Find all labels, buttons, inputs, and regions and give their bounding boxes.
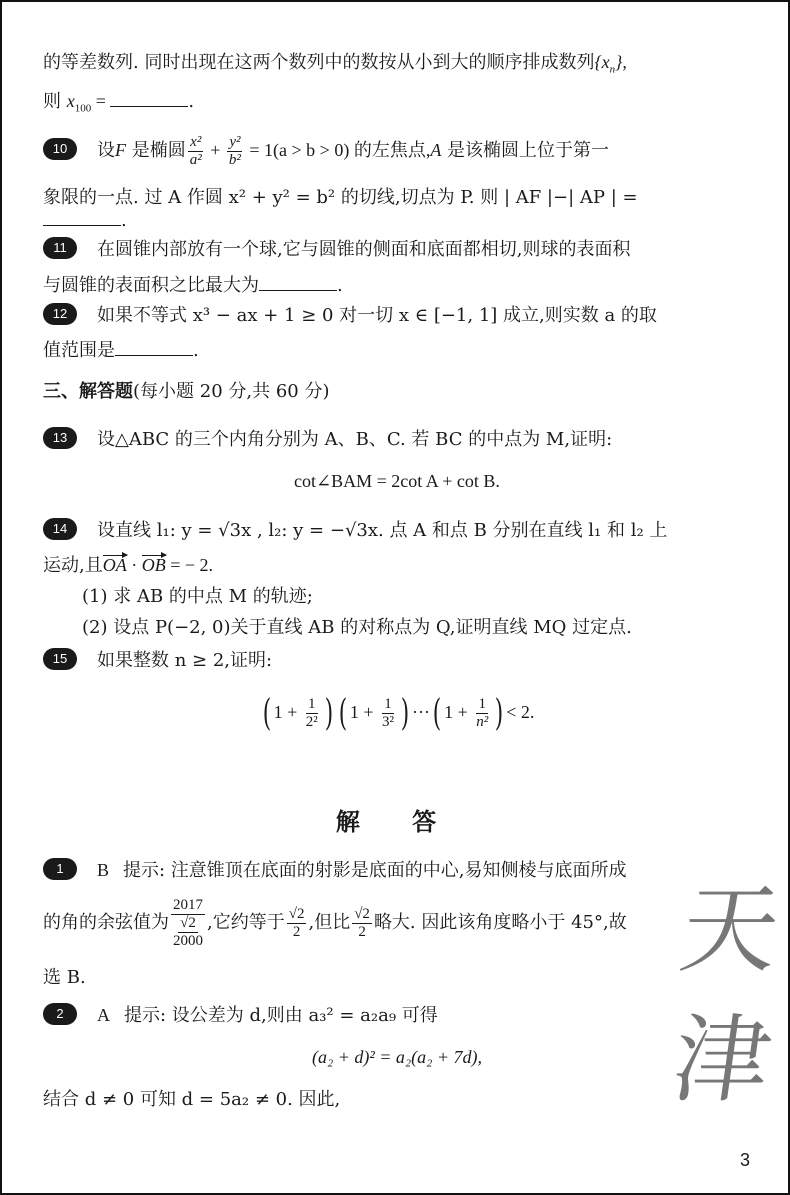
paren-open: ( [432,692,442,734]
a1-line3: 选 B. [43,967,86,988]
answer-blank [115,337,193,356]
problem-14 [43,519,667,543]
frac-den: 2000 [173,932,203,949]
p14-pre: 运动,且 [43,555,103,576]
p10-t4: 是该椭圆上位于第一 [441,140,610,161]
p15-formula [2,692,790,734]
a1-mid2: ,但比 [308,912,351,933]
problem-15 [43,649,272,673]
inequality-tail: < 2. [506,702,535,722]
vector-OA: OA [102,555,127,575]
p9-line1 [43,50,627,75]
p9-var-sub: 100 [74,102,92,115]
p11-line2 [43,272,343,298]
a2-line3: 结合 d ≠ 0 可知 d = 5a₂ ≠ 0. 因此, [43,1089,341,1110]
frac-den: 2 [358,923,366,940]
p9-end: . [188,91,195,112]
section-heading [43,380,329,404]
dot-product: · [126,555,142,575]
problem-number-badge: 14 [43,518,77,540]
frac-num: x² [190,133,202,150]
seq-sub: n [609,63,616,76]
fraction-1-over-2sq [304,696,320,731]
answer-1 [43,858,627,883]
p9-eq: = [91,91,111,111]
problem-10 [43,130,609,171]
problem-number-badge: 11 [43,237,77,259]
sqrt2-over-2 [287,906,307,941]
problem-number-badge: 13 [43,427,77,449]
plus-sign: + [205,140,225,160]
p11-end: . [337,275,343,296]
answer-choice: B [97,860,110,880]
p14-sub1: (1) 求 AB 的中点 M 的轨迹; [82,586,313,607]
p10-A: A [430,140,442,160]
problem-number-badge: 10 [43,138,77,160]
p12-text: 值范围是 [43,340,115,361]
p9-pre: 则 [43,91,61,112]
answer-blank [110,88,188,107]
frac-num: 1 [308,696,316,713]
paren-close: ) [400,692,410,734]
answer-choice: A [97,1005,110,1025]
frac-den: n² [476,714,489,731]
a1-line1: 提示: 注意锥顶在底面的射影是底面的中心,易知侧棱与底面所成 [123,860,627,881]
vector-OB: OB [141,555,166,575]
p14-sub2: (2) 设点 P(−2, 0)关于直线 AB 的对称点为 Q,证明直线 MQ 过定点. [82,617,632,638]
problem-13 [43,428,612,452]
p15-line1: 如果整数 n ≥ 2,证明: [97,650,273,671]
problem-number-badge: 15 [43,648,77,670]
one-plus: 1 + [444,702,473,722]
answer-number-badge: 2 [43,1003,77,1025]
answer-blank [43,207,121,226]
a1-post: 略大. 因此该角度略小于 45°,故 [373,912,627,933]
p10-end: . [121,210,127,231]
frac-num: √2 [288,905,305,922]
a1-mid: ,它约等于 [207,912,285,933]
p10-line2: 象限的一点. 过 A 作圆 x² + y² = b² 的切线,切点为 P. 则 | AF |−| AP | = [43,187,638,208]
frac-den: 2 [292,923,301,940]
p11-line1: 在圆锥内部放有一个球,它与圆锥的侧面和底面都相切,则球的表面积 [97,239,631,260]
p14-post: = − 2. [165,555,214,575]
problem-number-badge: 12 [43,303,77,325]
one-plus: 1 + [273,702,302,722]
frac-den: 3² [382,714,394,731]
frac-den: b² [228,151,241,168]
a2-formula: (a₂ + d)² = a₂(a₂ + 7d), [311,1047,483,1067]
answer-number-badge: 1 [43,858,77,880]
p12-line1: 如果不等式 x³ − ax + 1 ≥ 0 对一切 x ∈ [−1, 1] 成立,则实数 a 的取 [97,305,657,326]
paren-close: ) [324,692,333,734]
frac-num: y² [229,133,241,150]
frac-den: a² [189,151,202,168]
p10-line3 [43,207,127,233]
p14-line1: 设直线 l₁: y = √3x , l₂: y = −√3x. 点 A 和点 B 分别在直线 l₁ 和 l₂ 上 [97,520,668,541]
cosine-fraction [171,897,205,950]
paren-open: ( [262,692,271,734]
p9-line2 [43,88,194,114]
page-number: 3 [739,1150,750,1170]
a1-pre: 的角的余弦值为 [43,912,169,933]
p10-t3: = 1(a > b > 0) 的左焦点, [244,140,431,160]
problem-11 [43,238,630,262]
p13-line1: 设△ABC 的三个内角分别为 A、B、C. 若 BC 的中点为 M,证明: [97,429,613,450]
fraction-x2-a2 [188,134,204,169]
answer-blank [259,272,337,291]
seq-close: }, [615,52,627,72]
frac-den: 2² [305,714,318,731]
frac-top: 2017 [173,896,203,913]
frac-mid: √2 [180,914,196,931]
answers-title: 解 答 [335,808,459,836]
one-plus: 1 + [349,702,378,722]
p10-t1: 设 [97,140,115,161]
fraction-1-over-nsq [474,696,490,731]
problem-12 [43,304,657,328]
paren-close: ) [495,692,504,734]
section-title: 三、解答题 [43,381,133,402]
p11-text: 与圆锥的表面积之比最大为 [43,275,259,296]
calligraphy-tian: 天 [674,874,786,986]
p10-t2: 是椭圆 [126,140,186,161]
p9-text: 的等差数列. 同时出现在这两个数列中的数按从小到大的顺序排成数列 [43,52,595,73]
p14-line2 [43,553,213,578]
p12-end: . [193,340,199,361]
answer-2 [43,1003,438,1028]
frac-num: 1 [384,696,392,713]
sqrt2-over-2 [352,906,372,941]
section-note: (每小题 20 分,共 60 分) [133,381,330,402]
seq-open: {x [594,52,610,72]
a2-line1: 提示: 设公差为 d,则由 a₃² = a₂a₉ 可得 [124,1005,438,1026]
p12-line2 [43,337,199,363]
calligraphy-jin: 津 [666,1004,778,1116]
frac-num: 1 [478,696,486,713]
ellipsis: ··· [412,702,431,722]
fraction-1-over-3sq [380,696,396,731]
frac-num: √2 [354,905,370,922]
p10-F: F [115,140,126,160]
p13-formula: cot∠BAM = 2cot A + cot B. [294,471,500,491]
a1-line2 [43,888,627,958]
fraction-y2-b2 [227,134,243,169]
p9-var: x [66,91,75,111]
paren-open: ( [338,692,348,734]
